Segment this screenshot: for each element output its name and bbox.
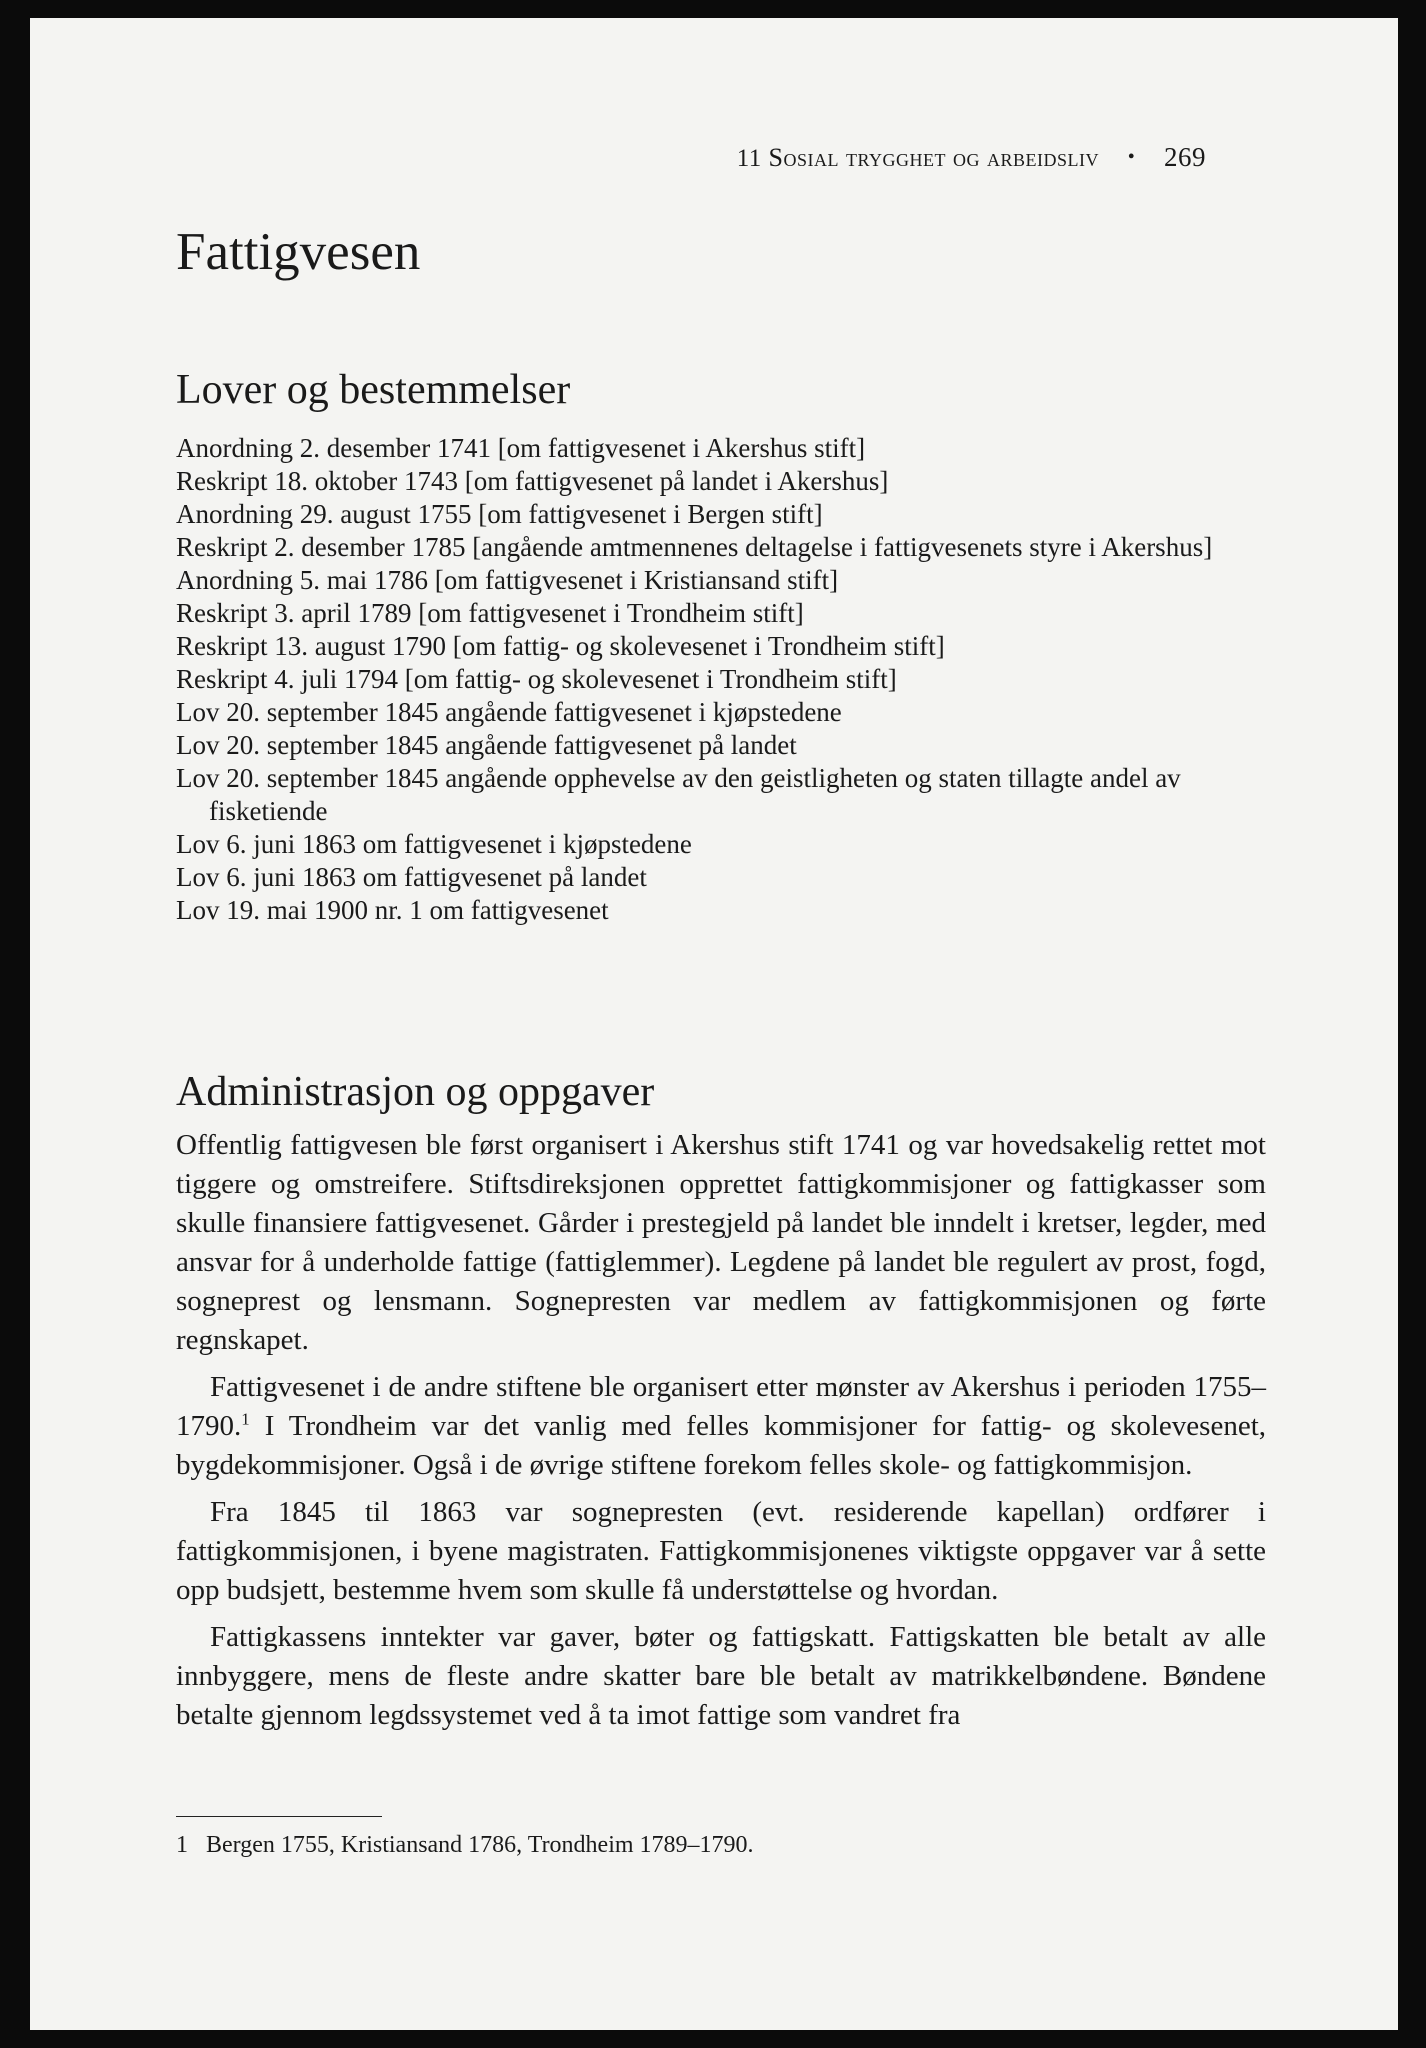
footnote-divider — [176, 1816, 382, 1817]
list-item: Lov 19. mai 1900 nr. 1 om fattigvesenet — [176, 895, 609, 925]
body-text — [176, 1126, 1266, 1743]
chapter-heading: Fattigvesen — [176, 223, 421, 281]
list-item: Lov 20. september 1845 angående fattigvesenet på landet — [176, 730, 797, 760]
list-item: Anordning 29. august 1755 [om fattigvesenet i Bergen stift] — [176, 499, 823, 529]
footnote-text: Bergen 1755, Kristiansand 1786, Trondheim 1789–1790. — [206, 1832, 754, 1858]
list-item: Reskript 18. oktober 1743 [om fattigvesenet på landet i Akershus] — [176, 466, 889, 496]
list-item: Lov 20. september 1845 angående opphevelse av den geistligheten og staten tillagte andel av fisketiende — [176, 763, 1181, 826]
running-head-title: Sosial trygghet og arbeidsliv — [768, 143, 1099, 172]
paragraph: Fattigkassens inntekter var gaver, bøter og fattigskatt. Fattigskatten ble betalt av alle innbyggere, mens de fleste andre skatter bare ble betalt av matrikkelbøndene. Bøndene betalte gjennom legdssystemet ved å ta imot fattige som vandret fra — [176, 1621, 1266, 1731]
book-page — [30, 18, 1398, 2030]
chapter-number: 11 — [736, 145, 762, 172]
footnote — [176, 1830, 754, 1860]
list-item: Anordning 2. desember 1741 [om fattigvesenet i Akershus stift] — [176, 433, 866, 463]
list-item: Lov 6. juni 1863 om fattigvesenet på landet — [176, 862, 647, 892]
paragraph-text: Fattigvesenet i de andre stiftene ble organisert etter mønster av Akershus i perioden 1755–1790. — [176, 1371, 1266, 1442]
page-number: 269 — [1164, 142, 1206, 172]
list-item: Reskript 4. juli 1794 [om fattig- og skolevesenet i Trondheim stift] — [176, 664, 897, 694]
running-head — [737, 142, 1206, 173]
list-item: Reskript 3. april 1789 [om fattigvesenet i Trondheim stift] — [176, 598, 804, 628]
list-item: Lov 6. juni 1863 om fattigvesenet i kjøpstedene — [176, 829, 692, 859]
bullet-separator: • — [1127, 146, 1136, 168]
paragraph-text: I Trondheim var det vanlig med felles kommisjoner for fattig- og skolevesenet, bygdekommisjoner. Også i de øvrige stiftene forekom felles skole- og fattigkommisjon. — [176, 1410, 1266, 1481]
list-item: Reskript 2. desember 1785 [angående amtmennenes deltagelse i fattigvesenets styre i Akershus] — [176, 532, 1213, 562]
list-item: Reskript 13. august 1790 [om fattig- og skolevesenet i Trondheim stift] — [176, 631, 945, 661]
list-item: Anordning 5. mai 1786 [om fattigvesenet i Kristiansand stift] — [176, 565, 839, 595]
paragraph: Offentlig fattigvesen ble først organisert i Akershus stift 1741 og var hovedsakelig rettet mot tiggere og omstreifere. Stiftsdireksjonen opprettet fattigkommisjoner og fattigkasser som skulle finansiere fattigvesenet. Gårder i prestegjeld på landet ble inndelt i kretser, legder, med ansvar for å underholde fattige (fattiglemmer). Legdene på landet ble regulert av prost, fogd, sogneprest og lensmann. Sognepresten var medlem av fattigkommisjonen og førte regnskapet. — [176, 1129, 1266, 1356]
footnote-number: 1 — [176, 1832, 188, 1858]
footnote-reference[interactable]: 1 — [241, 1409, 250, 1429]
paragraph — [176, 1368, 1266, 1485]
section-heading-administration: Administrasjon og oppgaver — [176, 1069, 655, 1115]
list-item: Lov 20. september 1845 angående fattigvesenet i kjøpstedene — [176, 697, 842, 727]
paragraph: Fra 1845 til 1863 var sognepresten (evt. residerende kapellan) ordfører i fattigkommisjonen, i byene magistraten. Fattigkommisjonenes viktigste oppgaver var å sette opp budsjett, bestemme hvem som skulle få understøttelse og hvordan. — [176, 1496, 1266, 1606]
section-heading-laws: Lover og bestemmelser — [176, 367, 571, 413]
law-list — [176, 432, 1266, 927]
